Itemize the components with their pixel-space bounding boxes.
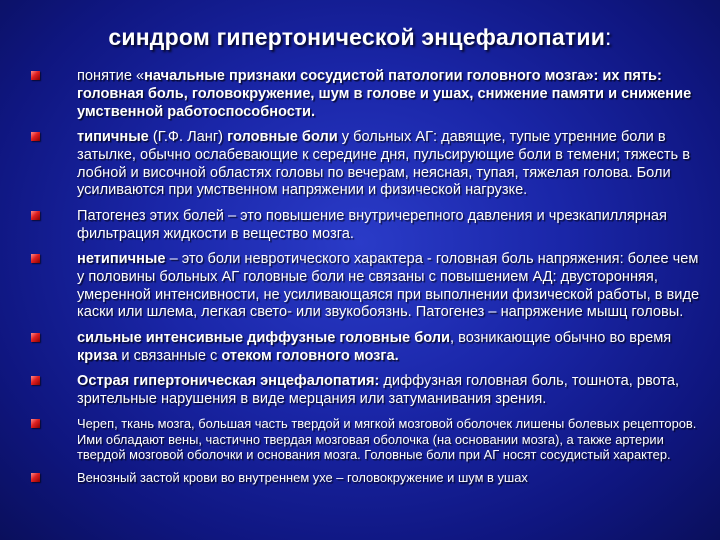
bullet-item <box>30 208 706 244</box>
bullet-item <box>30 373 706 409</box>
bullet-text: и связанные с <box>117 347 222 364</box>
bullet-item <box>30 129 706 200</box>
bullet-text-bold: головные боли <box>227 128 338 145</box>
slide-title <box>0 24 720 51</box>
bullet-text: Венозный застой крови во внутреннем ухе – головокружение и шум в ушах <box>77 469 528 485</box>
bullet-marker-icon <box>31 211 40 220</box>
bullet-marker-icon <box>31 71 40 80</box>
bullet-item <box>30 68 706 121</box>
bullet-text-bold: криза <box>77 347 118 364</box>
bullet-list <box>30 68 706 493</box>
bullet-text: – это боли невротического характера - головная боль напряжения: более чем у половины больных АГ головные боли не связаны с повышением АД: двусторонняя, умеренной интенсивности, не усиливающаяся при выполнении физической работы, в виде каски или шлема, легкая свето- или звукобоязнь. Патогенез – напряжение мышц головы. <box>77 250 700 321</box>
slide-title-text: синдром гипертонической энцефалопатии <box>108 24 606 50</box>
bullet-marker-icon <box>31 254 40 263</box>
bullet-item <box>30 251 706 322</box>
bullet-marker-icon <box>31 419 40 428</box>
bullet-text: Патогенез этих болей – это повышение внутричерепного давления и чрезкапиллярная фильтрация жидкости в вещество мозга. <box>77 207 667 242</box>
bullet-text: у больных АГ: давящие, тупые утренние боли в затылке, обычно ослабевающие к середине дня, пульсирующие боли в темени; тяжесть в лобной и височной областях головы по вечерам, неясная, тупая, тяжелая голова. Боли усиливаются при умственном напряжении и физической нагрузке. <box>77 128 690 199</box>
bullet-item <box>30 330 706 366</box>
bullet-marker-icon <box>31 333 40 342</box>
bullet-text: диффузная головная боль, тошнота, рвота, зрительные нарушения в виде мерцания или затуманивания зрения. <box>77 372 680 407</box>
bullet-text-bold: сильные интенсивные диффузные головные боли <box>77 329 451 346</box>
bullet-text-bold: отеком головного мозга. <box>221 347 399 364</box>
bullet-text-bold: Острая гипертоническая энцефалопатия: <box>77 372 380 389</box>
bullet-text-bold: начальные признаки сосудистой патологии головного мозга»: их пять: головная боль, головокружение, шум в голове и ушах, снижение памяти и снижение умственной работоспособности. <box>77 68 692 120</box>
bullet-text: (Г.Ф. Ланг) <box>148 128 228 145</box>
bullet-marker-icon <box>31 473 40 482</box>
bullet-text: Череп, ткань мозга, большая часть твердой и мягкой мозговой оболочек лишены болевых рецепторов. Ими обладают вены, частично твердая мозговая оболочка (на основании мозга), а также артерии твердой мозговой оболочки и основания мозга. Головные боли при АГ носят сосудистый характер. <box>77 416 697 462</box>
bullet-text: , возникающие обычно во время <box>450 329 672 346</box>
bullet-item <box>30 470 706 485</box>
bullet-item <box>30 416 706 462</box>
bullet-text-bold: типичные <box>77 128 149 145</box>
bullet-text-bold: нетипичные <box>77 250 166 267</box>
bullet-text: понятие « <box>77 68 145 84</box>
slide-title-colon: : <box>605 24 612 50</box>
bullet-marker-icon <box>31 376 40 385</box>
bullet-marker-icon <box>31 132 40 141</box>
